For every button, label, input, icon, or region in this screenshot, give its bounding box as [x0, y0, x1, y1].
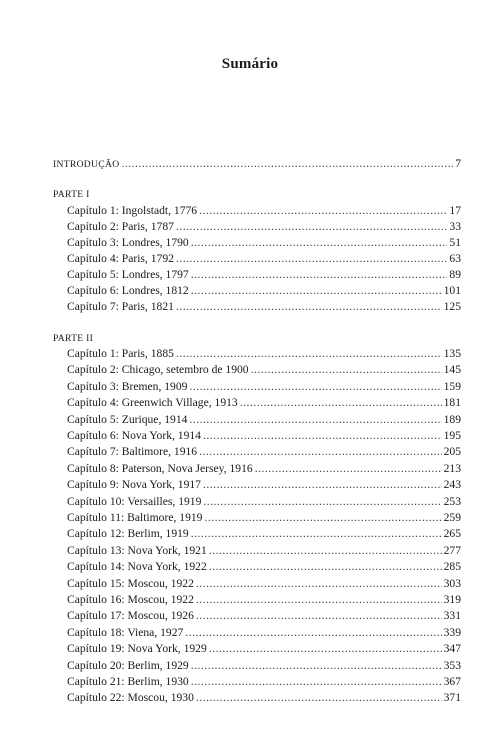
toc-entry-page-number: 243 — [443, 478, 461, 492]
toc-entry-label: Capítulo 22: Moscou, 1930 — [67, 691, 194, 705]
toc-entry-label: Capítulo 19: Nova York, 1929 — [67, 642, 207, 656]
toc-entry-label: Capítulo 5: Londres, 1797 — [67, 268, 189, 281]
toc-entry-label: Capítulo 6: Nova York, 1914 — [67, 429, 201, 442]
toc-entry-chapter[interactable] — [67, 429, 461, 443]
toc-entry-chapter[interactable] — [67, 300, 461, 314]
dot-leader — [196, 691, 442, 705]
toc-entry-page-number: 339 — [443, 625, 461, 639]
toc-entry-label: Capítulo 20: Berlim, 1929 — [67, 658, 189, 672]
toc-entry-chapter[interactable] — [67, 347, 461, 361]
toc-entry-chapter[interactable] — [67, 593, 461, 607]
toc-entry-page-number: 17 — [449, 204, 461, 217]
toc-entry-chapter[interactable] — [67, 626, 461, 640]
dot-leader — [191, 659, 442, 673]
toc-entry-label: Capítulo 14: Nova York, 1922 — [67, 560, 207, 574]
toc-entry-label: Capítulo 1: Paris, 1885 — [67, 347, 174, 360]
dot-leader — [240, 396, 442, 410]
dot-leader — [121, 157, 453, 171]
toc-entry-label: INTRODUÇÃO — [53, 159, 120, 170]
dot-leader — [189, 413, 441, 427]
toc-entry-chapter[interactable] — [67, 268, 461, 282]
dot-leader — [191, 284, 442, 298]
toc-entry-label: Capítulo 2: Chicago, setembro de 1900 — [67, 363, 249, 377]
toc-entry-label: Capítulo 4: Paris, 1792 — [67, 252, 174, 265]
toc-entry-chapter[interactable] — [67, 462, 461, 476]
toc-entry-chapter[interactable] — [67, 544, 461, 558]
toc-entry-label: Capítulo 6: Londres, 1812 — [67, 284, 189, 297]
dot-leader — [191, 675, 442, 689]
toc-entry-page-number: 189 — [443, 412, 461, 426]
dot-leader — [176, 300, 442, 314]
toc-entry-label: Capítulo 15: Moscou, 1922 — [67, 576, 194, 590]
toc-entry-label: Capítulo 12: Berlim, 1919 — [67, 527, 189, 541]
toc-entry-chapter[interactable] — [67, 642, 461, 656]
dot-leader — [199, 204, 447, 218]
toc-entry-chapter[interactable] — [67, 577, 461, 591]
toc-entry-chapter[interactable] — [67, 675, 461, 689]
dot-leader — [209, 642, 442, 656]
toc-entry-page-number: 101 — [443, 284, 461, 297]
toc-entry-page-number: 265 — [443, 527, 461, 541]
toc-entry-label: Capítulo 1: Ingolstadt, 1776 — [67, 204, 198, 217]
toc-entry-chapter[interactable] — [67, 252, 461, 266]
page-title: Sumário — [221, 56, 279, 72]
dot-leader — [176, 252, 447, 266]
toc-entry-chapter[interactable] — [67, 363, 461, 377]
toc-entry-label: Capítulo 7: Paris, 1821 — [67, 300, 174, 313]
dot-leader — [255, 462, 442, 476]
dot-leader — [199, 445, 442, 459]
part-heading: PARTE I — [53, 189, 90, 200]
toc-entry-page-number: 347 — [443, 642, 461, 656]
toc-entry-page-number: 195 — [443, 429, 461, 442]
dot-leader — [191, 527, 442, 541]
toc-entry-chapter[interactable] — [67, 380, 461, 394]
toc-entry-page-number: 51 — [449, 236, 461, 249]
dot-leader — [191, 268, 448, 282]
toc-entry-label: Capítulo 21: Berlim, 1930 — [67, 675, 189, 688]
toc-entry-page-number: 277 — [443, 543, 461, 557]
toc-entry-label: Capítulo 3: Londres, 1790 — [67, 236, 189, 249]
toc-entry-page-number: 367 — [443, 675, 461, 688]
toc-entry-page-number: 285 — [443, 560, 461, 574]
toc-entry-page-number: 331 — [443, 609, 461, 623]
toc-entry-page-number: 259 — [443, 511, 461, 524]
toc-entry-chapter[interactable] — [67, 511, 461, 525]
toc-entry-label: Capítulo 16: Moscou, 1922 — [67, 593, 194, 606]
toc-entry-label: Capítulo 18: Viena, 1927 — [67, 625, 184, 639]
part-heading: PARTE II — [53, 333, 94, 344]
toc-entry-introduction[interactable] — [53, 157, 461, 172]
toc-entry-page-number: 353 — [443, 658, 461, 672]
toc-entry-chapter[interactable] — [67, 527, 461, 541]
toc-entry-chapter[interactable] — [67, 445, 461, 459]
toc-entry-chapter[interactable] — [67, 413, 461, 427]
toc-entry-label: Capítulo 4: Greenwich Village, 1913 — [67, 396, 238, 410]
toc-entry-page-number: 181 — [443, 396, 461, 410]
toc-entry-page-number: 319 — [443, 593, 461, 606]
toc-entry-label: Capítulo 3: Bremen, 1909 — [67, 379, 188, 393]
dot-leader — [203, 478, 442, 492]
toc-entry-label: Capítulo 2: Paris, 1787 — [67, 220, 174, 233]
toc-entry-label: Capítulo 13: Nova York, 1921 — [67, 543, 207, 557]
dot-leader — [209, 544, 442, 558]
toc-entry-page-number: 213 — [443, 461, 461, 475]
toc-entry-label: Capítulo 5: Zurique, 1914 — [67, 412, 188, 426]
toc-entry-page-number: 125 — [443, 300, 461, 313]
toc-entry-page-number: 89 — [449, 268, 461, 281]
toc-entry-chapter[interactable] — [67, 236, 461, 250]
dot-leader — [196, 609, 442, 623]
dot-leader — [185, 626, 441, 640]
toc-entry-page-number: 145 — [443, 363, 461, 377]
toc-entry-chapter[interactable] — [67, 691, 461, 705]
toc-entry-page-number: 371 — [443, 691, 461, 705]
dot-leader — [191, 236, 448, 250]
dot-leader — [176, 347, 442, 361]
dot-leader — [176, 220, 447, 234]
toc-entry-chapter[interactable] — [67, 560, 461, 574]
dot-leader — [189, 380, 441, 394]
toc-entry-page-number: 159 — [443, 379, 461, 393]
dot-leader — [196, 593, 442, 607]
toc-entry-page-number: 33 — [449, 220, 461, 233]
toc-entry-label: Capítulo 17: Moscou, 1926 — [67, 609, 194, 623]
toc-entry-label: Capítulo 7: Baltimore, 1916 — [67, 445, 198, 459]
toc-entry-label: Capítulo 11: Baltimore, 1919 — [67, 511, 203, 524]
toc-entry-label: Capítulo 10: Versailles, 1919 — [67, 494, 202, 508]
toc-entry-chapter[interactable] — [67, 284, 461, 298]
dot-leader — [209, 560, 442, 574]
dot-leader — [203, 495, 441, 509]
toc-entry-page-number: 253 — [443, 494, 461, 508]
dot-leader — [251, 363, 442, 377]
toc-entry-page-number: 135 — [443, 347, 461, 360]
toc-entry-chapter[interactable] — [67, 659, 461, 673]
toc-entry-chapter[interactable] — [67, 204, 461, 218]
toc-entry-chapter[interactable] — [67, 396, 461, 410]
toc-entry-chapter[interactable] — [67, 495, 461, 509]
toc-entry-page-number: 205 — [443, 445, 461, 459]
dot-leader — [203, 429, 442, 443]
toc-entry-page-number: 63 — [449, 252, 461, 265]
toc-entry-page-number: 303 — [443, 576, 461, 590]
toc-entry-page-number: 7 — [455, 157, 461, 170]
toc-entry-chapter[interactable] — [67, 478, 461, 492]
dot-leader — [196, 577, 442, 591]
dot-leader — [204, 511, 441, 525]
toc-entry-label: Capítulo 9: Nova York, 1917 — [67, 478, 201, 492]
toc-entry-label: Capítulo 8: Paterson, Nova Jersey, 1916 — [67, 461, 253, 475]
toc-entry-chapter[interactable] — [67, 609, 461, 623]
toc-entry-chapter[interactable] — [67, 220, 461, 234]
